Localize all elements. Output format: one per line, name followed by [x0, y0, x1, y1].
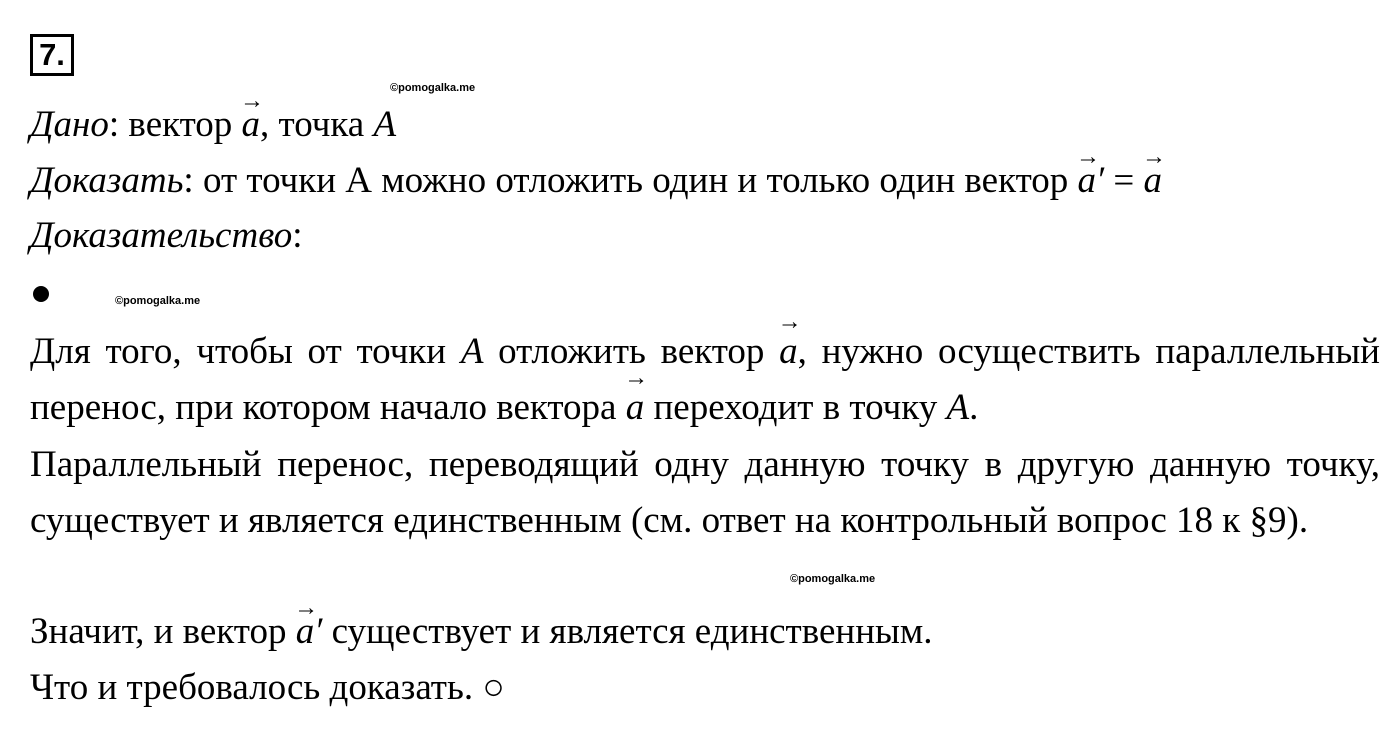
paragraph-1: Для того, чтобы от точки A отложить вектор → a, нужно осуществить параллельный перенос, при котором начало вектора → a переходит в точку A.	[30, 324, 1380, 436]
vector-a: → a	[777, 309, 802, 372]
prove-label: Доказать	[30, 160, 184, 201]
given-text: : вектор	[108, 104, 242, 145]
vector-a-prime: → a	[1075, 144, 1100, 201]
vector-a: → a	[239, 88, 264, 145]
vector-arrow-icon: →	[239, 88, 264, 114]
vector-a: → a	[1141, 144, 1166, 201]
vector-arrow-icon: →	[294, 595, 319, 621]
vector-arrow-icon: →	[777, 309, 802, 335]
paragraph-2: Параллельный перенос, переводящий одну данную точку в другую данную точку, существует и является единственным (см. ответ на контрольный вопрос 18 к §9).	[30, 444, 1380, 541]
point-a: A	[373, 104, 397, 145]
vector-a-prime: → a	[294, 595, 319, 652]
problem-number: 7.	[30, 34, 74, 76]
given-label: Дано	[30, 104, 109, 145]
paragraph-3: Значит, и вектор → a′ существует и является единственным.	[30, 595, 933, 652]
vector-arrow-icon: →	[1075, 144, 1100, 170]
proof-label: Доказательство	[30, 215, 293, 256]
conclusion: Что и требовалось доказать. ○	[30, 667, 505, 708]
proof-line: Доказательство:	[30, 215, 303, 256]
vector-arrow-icon: →	[1141, 144, 1166, 170]
prove-line: Доказать: от точки А можно отложить один и только один вектор → a′ = → a	[30, 144, 1166, 201]
watermark: ©pomogalka.me	[790, 573, 876, 585]
vector-arrow-icon: →	[624, 365, 649, 391]
prove-text: : от точки А можно отложить один и только один вектор	[183, 160, 1078, 201]
watermark: ©pomogalka.me	[390, 82, 476, 94]
watermark: ©pomogalka.me	[115, 295, 201, 307]
given-line: Дано: вектор → a, точка A	[30, 88, 397, 145]
vector-a: → a	[624, 365, 649, 428]
bullet-icon	[33, 286, 49, 302]
